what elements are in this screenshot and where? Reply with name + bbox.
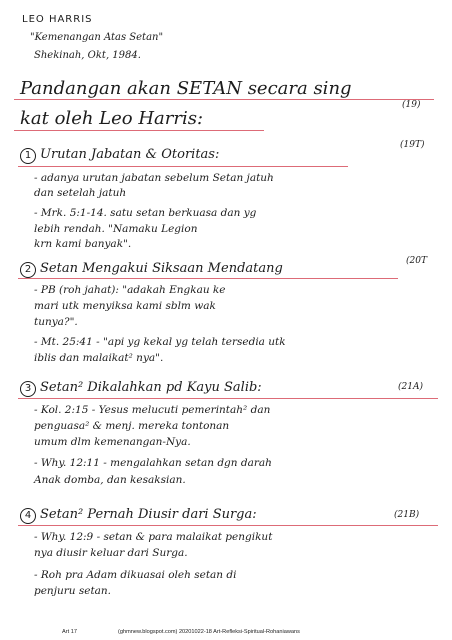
section-4-line: - Roh pra Adam dikuasai oleh setan di [34,569,237,581]
section-2-line: - Mt. 25:41 - "api yg kekal yg telah tersedia utk [34,336,286,348]
section-3-line: - Why. 12:11 - mengalahkan setan dgn darah [34,457,272,469]
section-1-underline [18,166,348,167]
section-3-line: - Kol. 2:15 - Yesus melucuti pemerintah² dan [34,404,271,416]
section-3-line: umum dlm kemenangan-Nya. [34,436,191,448]
section-4-number: 4 [20,508,36,524]
publisher-date: Shekinah, Okt, 1984. [34,50,141,61]
section-2-line: iblis dan malaikat² nya". [34,352,164,364]
section-4-page-ref: (21B) [394,510,420,520]
section-2-page-ref: (20T [406,256,427,266]
section-4-underline [18,525,438,526]
section-1-line: dan setelah jatuh [34,187,127,199]
section-1-line: lebih rendah. "Namaku Legion [34,223,198,235]
book-title: "Kemenangan Atas Setan" [30,32,164,43]
section-1-heading: Urutan Jabatan & Otoritas: [40,147,220,162]
section-3-page-ref: (21A) [398,382,423,392]
page-title-line2: kat oleh Leo Harris: [20,108,204,129]
section-4-line: penjuru setan. [34,585,112,597]
section-3-number: 3 [20,381,36,397]
section-1-line: krn kami banyak". [34,238,132,250]
title-underline-2 [14,130,264,131]
section-1-line: - adanya urutan jabatan sebelum Setan jatuh [34,172,274,184]
footer-article-label: Art 17 [62,629,77,635]
section-4-line: nya diusir keluar dari Surga. [34,547,188,559]
page-title-line1: Pandangan akan SETAN secara sing [20,78,352,99]
title-page-ref: (19) [402,100,421,110]
section-2-heading: Setan Mengakui Siksaan Mendatang [40,261,283,276]
section-2-line: mari utk menyiksa kami sblm wak [34,300,216,312]
section-1-page-ref: (19T) [400,140,425,150]
section-4-line: - Why. 12:9 - setan & para malaikat pengikut [34,531,273,543]
title-underline-1 [14,99,434,100]
section-1-line: - Mrk. 5:1-14. satu setan berkuasa dan yg [34,207,257,219]
footer-source-text: (ghmnew.blogspot.com) 20201022-18 Art-Refleksi-Spiritual-Rohaniawans [118,629,300,635]
footer-bar [0,627,452,639]
author-name: LEO HARRIS [22,14,93,25]
section-3-heading: Setan² Dikalahkan pd Kayu Salib: [40,380,262,395]
section-2-line: tunya?". [34,316,78,328]
section-3-line: Anak domba, dan kesaksian. [34,474,186,486]
section-3-line: penguasa² & menj. mereka tontonan [34,420,230,432]
section-2-line: - PB (roh jahat): "adakah Engkau ke [34,284,226,296]
section-2-number: 2 [20,262,36,278]
section-1-number: 1 [20,148,36,164]
section-3-underline [18,398,438,399]
section-2-underline [18,278,398,279]
section-4-heading: Setan² Pernah Diusir dari Surga: [40,507,257,522]
